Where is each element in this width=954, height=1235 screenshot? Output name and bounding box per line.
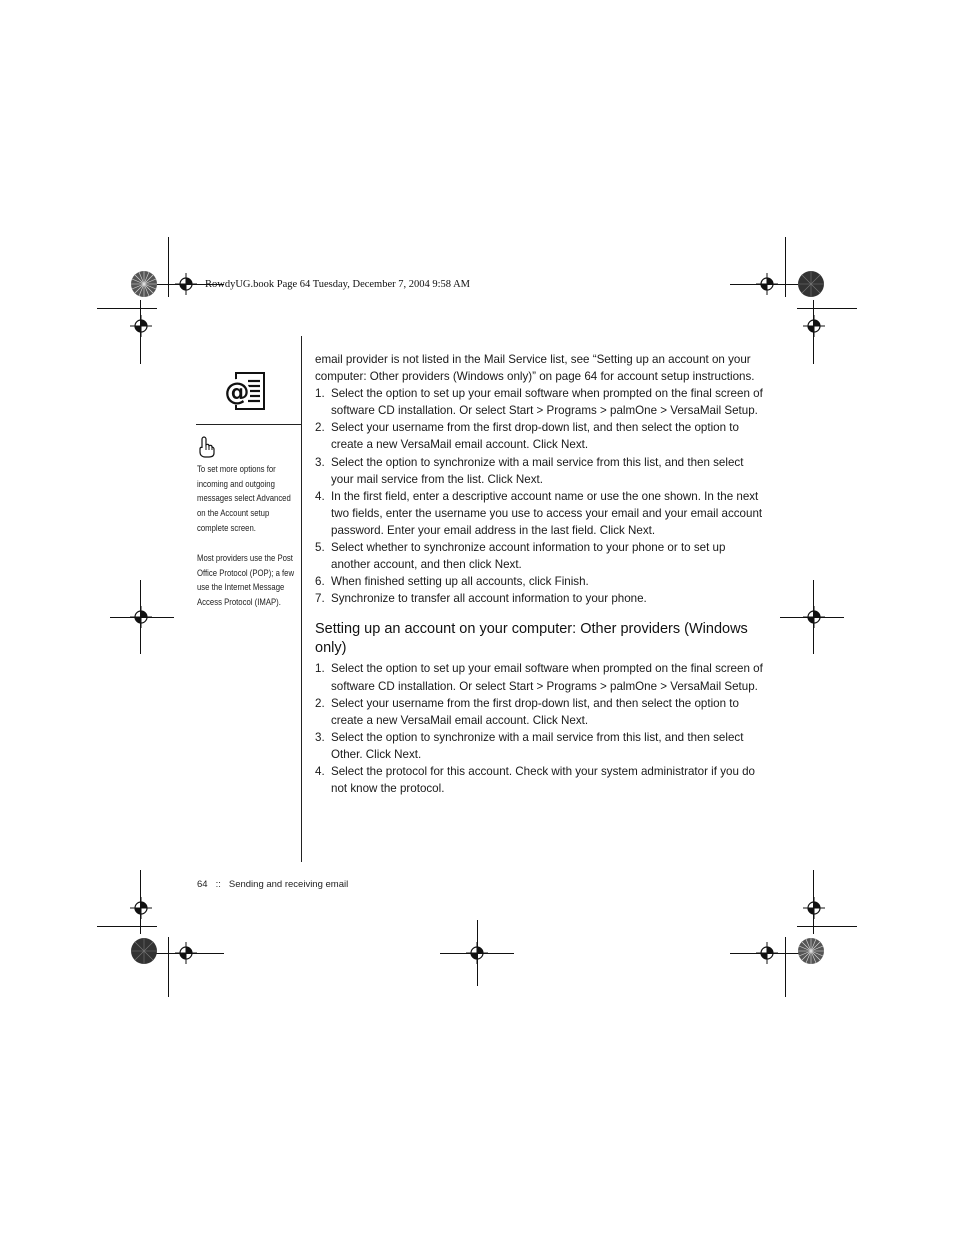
step-number: 7.	[315, 592, 325, 606]
list-item	[315, 573, 763, 590]
steps-list-typical	[315, 385, 763, 607]
crop-mark	[785, 937, 786, 997]
list-item	[315, 695, 763, 729]
crop-mark	[140, 870, 141, 934]
sidebar-rule	[196, 424, 302, 425]
registration-mark-icon	[130, 315, 152, 337]
step-text: Select the option to synchronize with a mail service from this list, and then select Other. Click Next.	[331, 730, 744, 761]
svg-text:@: @	[224, 377, 250, 406]
crop-mark	[730, 953, 804, 954]
page-number: 64	[197, 879, 208, 890]
list-item	[315, 539, 763, 573]
crop-mark	[730, 284, 804, 285]
step-text: Select the option to set up your email software when prompted on the final screen of software CD installation. Or select Start > Programs > palmOne > VersaMail Setup.	[331, 662, 763, 693]
list-item	[315, 660, 763, 694]
step-number: 5.	[315, 541, 325, 555]
step-number: 1.	[315, 662, 325, 676]
step-number: 1.	[315, 387, 325, 401]
step-text: Select whether to synchronize account information to your phone or to set up another account, and then click Next.	[331, 541, 726, 572]
step-text: Select the option to synchronize with a mail service from this list, and then select your mail service from the list. Click Next.	[331, 455, 744, 486]
step-number: 6.	[315, 575, 325, 589]
column-divider	[301, 336, 302, 862]
step-text: In the first field, enter a descriptive account name or use the one shown. In the next two fields, enter the username you use to access your email and your email account password. Enter your email address in the last field. Click Next.	[331, 489, 763, 537]
crop-mark	[813, 870, 814, 934]
step-number: 2.	[315, 421, 325, 435]
list-item	[315, 488, 763, 539]
step-text: When finished setting up all accounts, click Finish.	[331, 575, 589, 589]
list-item	[315, 590, 763, 607]
page-footer	[197, 879, 348, 890]
step-text: Select the option to set up your email software when prompted on the final screen of software CD installation. Or select Start > Programs > palmOne > VersaMail Setup.	[331, 387, 763, 418]
sidebar-tip-advanced: To set more options for incoming and outgoing messages select Advanced on the Account setup complete screen.	[197, 464, 291, 533]
list-item	[315, 729, 763, 763]
registration-mark-icon	[803, 897, 825, 919]
crop-mark	[97, 308, 157, 309]
crop-mark	[140, 300, 141, 364]
crop-mark	[813, 300, 814, 364]
sidebar-tip-protocol: Most providers use the Post Office Protocol (POP); a few use the Internet Message Access Protocol (IMAP).	[197, 553, 295, 608]
registration-mark-icon	[130, 897, 152, 919]
list-item	[315, 454, 763, 488]
step-number: 2.	[315, 696, 325, 710]
crop-mark	[813, 580, 814, 654]
step-number: 4.	[315, 489, 325, 503]
crop-mark	[97, 926, 157, 927]
step-text: Select the protocol for this account. Check with your system administrator if you do not know the protocol.	[331, 764, 756, 796]
step-number: 4.	[315, 764, 325, 778]
step-text: Synchronize to transfer all account information to your phone.	[331, 592, 647, 606]
crop-mark	[477, 920, 478, 986]
main-column	[315, 351, 763, 797]
starburst-mark-icon	[130, 937, 158, 965]
steps-list-other-providers	[315, 660, 763, 797]
list-item	[315, 763, 763, 797]
step-text: Select your username from the first drop-down list, and then select the option to create a new VersaMail email account. Click Next.	[331, 421, 739, 452]
section-heading: Setting up an account on your computer: Other providers (Windows only)	[315, 621, 748, 657]
crop-mark	[797, 926, 857, 927]
pointing-hand-icon	[197, 436, 215, 458]
intro-paragraph: email provider is not listed in the Mail Service list, see “Setting up an account on your computer: Other providers (Windows only)” on page 64 for account setup instructions.	[315, 353, 755, 384]
crop-mark	[168, 937, 169, 997]
crop-mark	[780, 617, 844, 618]
step-number: 3.	[315, 730, 325, 744]
crop-mark	[150, 953, 224, 954]
registration-mark-icon	[803, 315, 825, 337]
crop-mark	[110, 617, 174, 618]
list-item	[315, 419, 763, 453]
crop-mark	[140, 580, 141, 654]
chapter-title: Sending and receiving email	[228, 879, 349, 890]
print-header: RowdyUG.book Page 64 Tuesday, December 7, 2004 9:58 AM	[205, 279, 471, 290]
crop-mark	[785, 237, 786, 297]
step-text: Select your username from the first drop-down list, and then select the option to create a new VersaMail email account. Click Next.	[331, 696, 739, 727]
crop-mark	[797, 308, 857, 309]
starburst-mark-icon	[797, 270, 825, 298]
footer-separator: ::	[215, 879, 221, 890]
crop-mark	[168, 237, 169, 297]
starburst-mark-icon	[797, 937, 825, 965]
starburst-mark-icon	[130, 270, 158, 298]
list-item	[315, 385, 763, 419]
step-number: 3.	[315, 455, 325, 469]
email-at-document-icon	[222, 371, 266, 411]
